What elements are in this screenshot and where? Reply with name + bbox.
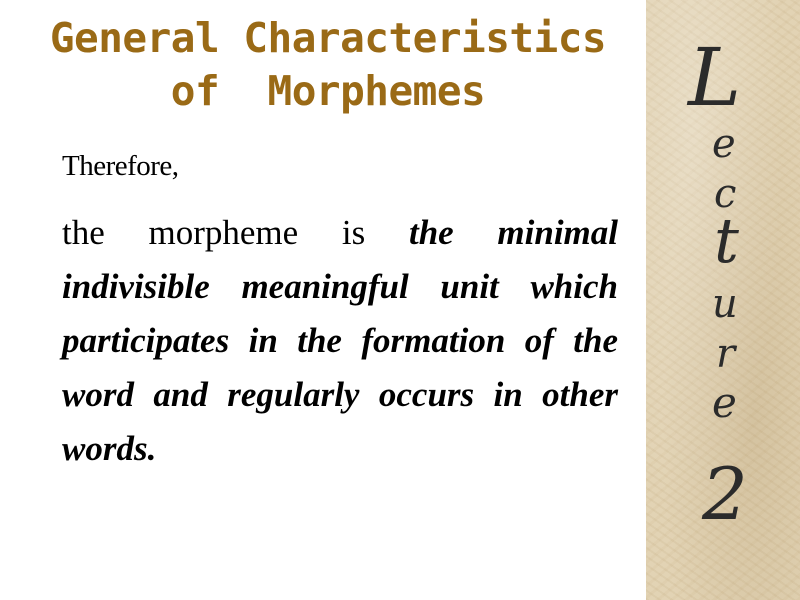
lecture-letter: c: [714, 171, 737, 217]
lecture-letter: r: [716, 331, 736, 377]
lecture-letter: e: [712, 378, 737, 427]
lecture-letter: 2: [702, 452, 748, 536]
definition-paragraph: [62, 206, 618, 476]
lecture-letter: L: [688, 31, 742, 124]
slide-title: [18, 12, 638, 118]
slide-title-line-2: of Morphemes: [170, 67, 486, 115]
definition-emphasis-text: the minimal indivisible meaningful unit which participates in the formation of the word and regularly occurs in other words.: [62, 213, 619, 468]
definition-plain-text: the morpheme is: [62, 213, 409, 252]
lecture-letter: t: [714, 204, 739, 277]
lead-text: Therefore,: [62, 150, 179, 182]
lecture-letter: e: [712, 121, 736, 167]
slide-title-line-1: General Characteristics: [49, 14, 607, 62]
lecture-letter: u: [712, 281, 738, 327]
lecture-sidebar: [646, 0, 800, 600]
